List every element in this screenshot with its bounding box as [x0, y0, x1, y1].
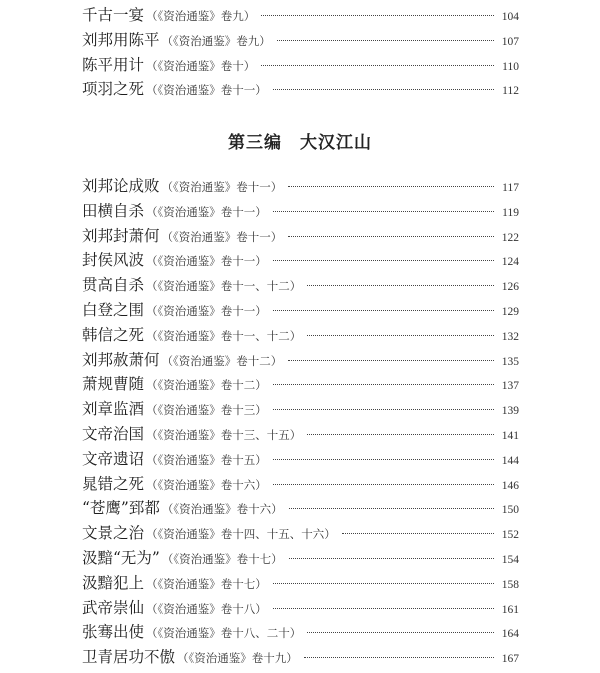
- toc-entry[interactable]: [82, 546, 519, 571]
- entry-page-number: 141: [501, 429, 519, 442]
- toc-entry[interactable]: [82, 224, 519, 249]
- entry-page-number: 158: [501, 578, 519, 591]
- entry-title: 汲黯犯上: [82, 573, 145, 592]
- entry-source: （《资治通鉴》卷十一）: [146, 204, 267, 219]
- entry-page-number: 122: [501, 231, 519, 244]
- entry-source: （《资治通鉴》卷十四、十五、十六）: [146, 527, 336, 542]
- entry-title: 晁错之死: [82, 474, 145, 493]
- dot-leader: [288, 236, 493, 237]
- entry-source: （《资治通鉴》卷十七）: [146, 576, 267, 591]
- entry-page-number: 167: [501, 653, 519, 666]
- entry-page-number: 150: [501, 504, 519, 517]
- toc-entry[interactable]: [82, 298, 519, 323]
- entry-source: （《资治通鉴》卷十八）: [146, 601, 267, 616]
- dot-leader: [277, 40, 494, 41]
- entry-title: 刘邦封萧何: [82, 226, 160, 245]
- dot-leader: [261, 65, 494, 66]
- dot-leader: [273, 583, 494, 584]
- dot-leader: [304, 657, 494, 658]
- entry-page-number: 107: [501, 35, 519, 48]
- dot-leader: [273, 260, 494, 261]
- toc-entry[interactable]: [82, 521, 519, 546]
- entry-title: 陈平用计: [82, 55, 145, 74]
- toc-entry[interactable]: [82, 397, 519, 422]
- toc-entry[interactable]: [82, 28, 519, 53]
- toc-entry[interactable]: [82, 323, 519, 348]
- toc-list-part-one: [82, 3, 519, 102]
- entry-page-number: 112: [502, 85, 519, 98]
- entry-source: （《资治通鉴》卷十六）: [161, 502, 283, 517]
- dot-leader: [307, 285, 493, 286]
- entry-source: （《资治通鉴》卷十三）: [146, 403, 267, 418]
- toc-entry[interactable]: [82, 596, 519, 621]
- entry-source: （《资治通鉴》卷十一）: [146, 303, 267, 318]
- entry-title: 刘邦论成败: [82, 177, 160, 195]
- entry-title: 封侯风波: [82, 251, 145, 270]
- entry-title: 文帝遗诏: [82, 449, 145, 468]
- toc-entry[interactable]: [82, 273, 519, 298]
- entry-page-number: 110: [502, 60, 519, 73]
- entry-title: 贯高自杀: [82, 276, 145, 295]
- entry-source: （《资治通鉴》卷十三、十五）: [146, 427, 302, 442]
- entry-page-number: 126: [501, 281, 519, 294]
- entry-source: （《资治通鉴》卷十二）: [146, 378, 267, 393]
- entry-title: 汲黯“无为”: [82, 548, 160, 567]
- entry-source: （《资治通鉴》卷十一）: [146, 254, 267, 269]
- toc-entry[interactable]: [82, 447, 519, 472]
- entry-page-number: 152: [501, 529, 519, 542]
- toc-entry[interactable]: [82, 248, 519, 273]
- entry-title: 项羽之死: [82, 80, 145, 99]
- toc-entry[interactable]: [82, 372, 519, 397]
- dot-leader: [307, 434, 493, 435]
- entry-title: 文帝治国: [82, 424, 145, 443]
- toc-entry[interactable]: [82, 645, 519, 670]
- entry-page-number: 144: [501, 454, 519, 467]
- entry-page-number: 164: [501, 628, 519, 641]
- entry-page-number: 104: [501, 11, 519, 23]
- toc-entry[interactable]: [82, 571, 519, 596]
- entry-source: （《资治通鉴》卷九）: [161, 33, 271, 48]
- dot-leader: [273, 608, 494, 609]
- entry-page-number: 146: [501, 479, 519, 492]
- dot-leader: [273, 459, 494, 460]
- entry-title: 千古一宴: [82, 6, 145, 24]
- dot-leader: [273, 384, 494, 385]
- entry-title: 卫青居功不傲: [82, 648, 176, 667]
- entry-page-number: 137: [501, 380, 519, 393]
- section-heading: 第三编 大汉江山: [228, 133, 372, 153]
- dot-leader: [261, 15, 493, 16]
- dot-leader: [273, 89, 494, 90]
- toc-entry[interactable]: [82, 472, 519, 497]
- toc-entry[interactable]: [82, 77, 519, 102]
- dot-leader: [307, 335, 493, 336]
- dot-leader: [289, 558, 494, 559]
- dot-leader: [307, 632, 493, 633]
- dot-leader: [288, 360, 493, 361]
- entry-source: （《资治通鉴》卷十一）: [146, 83, 267, 98]
- entry-title: 刘邦赦萧何: [82, 350, 160, 369]
- entry-page-number: 124: [501, 256, 519, 269]
- dot-leader: [288, 186, 494, 187]
- dot-leader: [273, 211, 494, 212]
- toc-entry[interactable]: [82, 53, 519, 78]
- entry-page-number: 161: [501, 603, 519, 616]
- entry-title: 刘章监酒: [82, 400, 145, 419]
- entry-page-number: 139: [501, 405, 519, 418]
- dot-leader: [289, 508, 494, 509]
- toc-entry[interactable]: [82, 348, 519, 373]
- entry-title: 武帝崇仙: [82, 598, 145, 617]
- toc-entry[interactable]: [82, 3, 519, 28]
- toc-entry[interactable]: [82, 620, 519, 645]
- dot-leader: [273, 409, 494, 410]
- entry-source: （《资治通鉴》卷十一）: [161, 229, 283, 244]
- entry-source: （《资治通鉴》卷十五）: [146, 452, 267, 467]
- entry-source: （《资治通鉴》卷十八、二十）: [146, 626, 302, 641]
- entry-title: 萧规曹随: [82, 375, 145, 394]
- entry-page-number: 154: [501, 553, 519, 566]
- dot-leader: [273, 484, 494, 485]
- entry-source: （《资治通鉴》卷十）: [146, 58, 256, 73]
- entry-page-number: 117: [502, 182, 519, 194]
- entry-title: 文景之治: [82, 524, 145, 543]
- entry-source: （《资治通鉴》卷十一、十二）: [146, 328, 302, 343]
- entry-source: （《资治通鉴》卷九）: [146, 9, 256, 23]
- entry-source: （《资治通鉴》卷十九）: [177, 651, 298, 666]
- entry-page-number: 135: [501, 355, 519, 368]
- entry-source: （《资治通鉴》卷十一）: [161, 180, 283, 194]
- toc-entry[interactable]: [82, 199, 519, 224]
- entry-title: 田横自杀: [82, 201, 145, 220]
- entry-title: 刘邦用陈平: [82, 30, 160, 49]
- entry-page-number: 132: [501, 330, 519, 343]
- entry-title: 张骞出使: [82, 623, 145, 642]
- entry-source: （《资治通鉴》卷十二）: [161, 353, 283, 368]
- entry-title: “苍鹰”郅都: [82, 499, 160, 518]
- entry-source: （《资治通鉴》卷十七）: [161, 551, 283, 566]
- toc-entry[interactable]: [82, 174, 519, 199]
- dot-leader: [342, 533, 494, 534]
- entry-page-number: 129: [501, 305, 519, 318]
- entry-page-number: 119: [502, 206, 519, 219]
- entry-source: （《资治通鉴》卷十六）: [146, 477, 267, 492]
- entry-source: （《资治通鉴》卷十一、十二）: [146, 279, 302, 294]
- toc-list-part-two: [82, 174, 519, 670]
- toc-entry[interactable]: [82, 496, 519, 521]
- dot-leader: [273, 310, 494, 311]
- entry-title: 韩信之死: [82, 325, 145, 344]
- toc-entry[interactable]: [82, 422, 519, 447]
- entry-title: 白登之围: [82, 300, 145, 319]
